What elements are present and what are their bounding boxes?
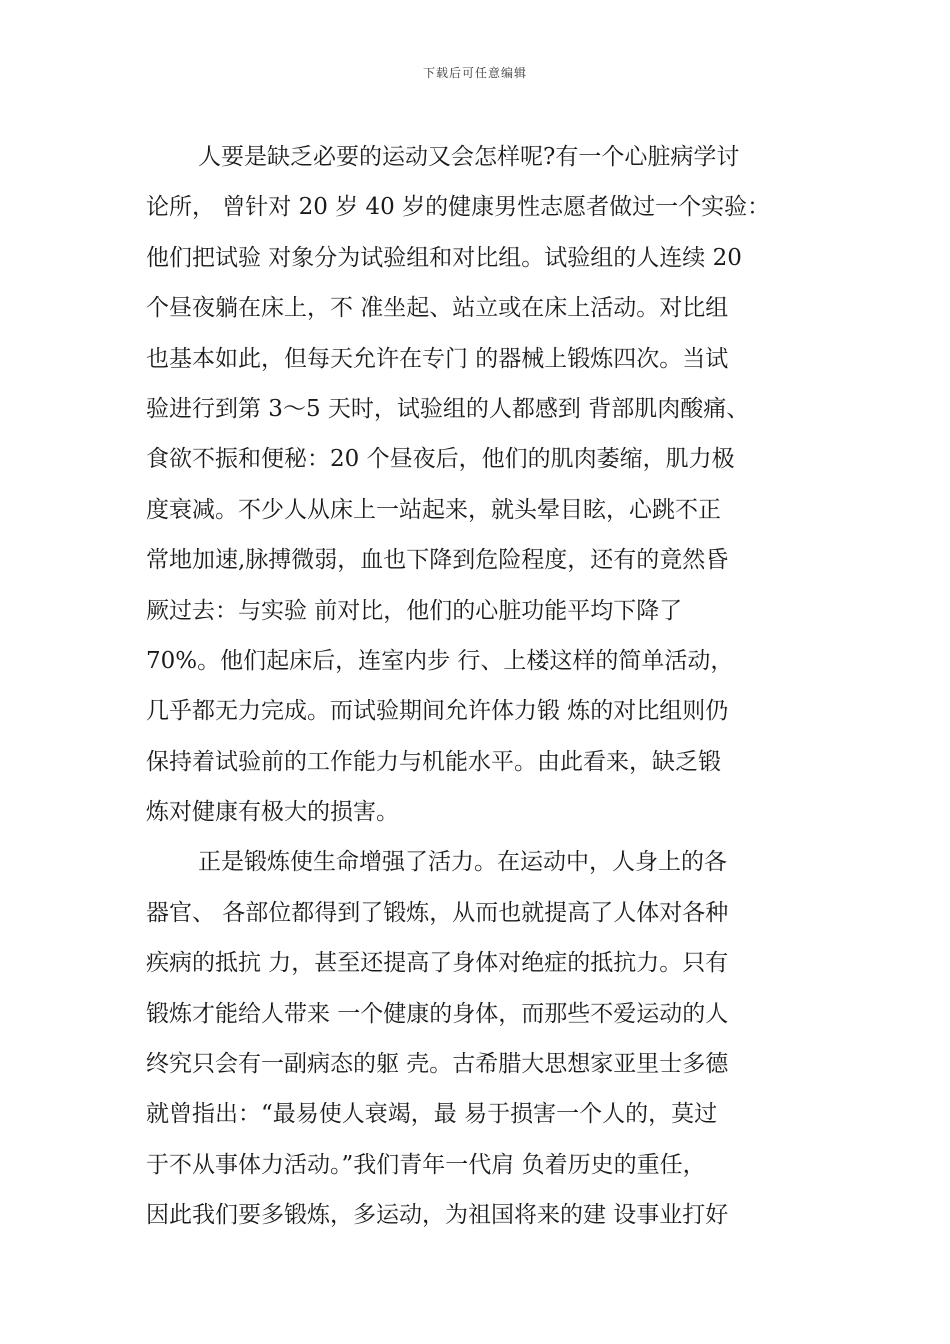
text-line: 他们把试验 对象分为试验组和对比组。试验组的人连续 20 — [146, 244, 742, 271]
paragraph-1 — [146, 132, 818, 837]
text-line: 器官、 各部位都得到了锻炼，从而也就提高了人体对各种 — [146, 899, 729, 926]
text-line: 人要是缺乏必要的运动又会怎样呢?有一个心脏病学讨 — [198, 144, 740, 170]
text-line: 几乎都无力完成。而试验期间允许体力锻 炼的对比组则仍 — [146, 698, 729, 725]
text-line: 食欲不振和便秘：20 个昼夜后，他们的肌肉萎缩，肌力极 — [146, 446, 735, 473]
text-line: 保持着试验前的工作能力与机能水平。由此看来，缺乏锻 — [146, 748, 721, 775]
text-line: 疾病的抵抗 力，甚至还提高了身体对绝症的抵抗力。只有 — [146, 950, 729, 977]
text-line: 因此我们要多锻炼，多运动，为祖国将来的建 设事业打好 — [146, 1202, 729, 1229]
text-line: 炼对健康有极大的损害。 — [146, 799, 399, 826]
text-line: 锻炼才能给人带来 一个健康的身体，而那些不爱运动的人 — [146, 1000, 729, 1027]
article-body — [146, 132, 818, 1241]
text-line: 也基本如此，但每天允许在专门 的器械上锻炼四次。当试 — [146, 345, 729, 372]
page-header: 下载后可任意编辑 — [422, 66, 527, 80]
text-line: 度衰减。不少人从床上一站起来，就头晕目眩，心跳不正 — [146, 496, 721, 523]
text-line: 常地加速,脉搏微弱，血也下降到危险程度，还有的竟然昏 — [146, 547, 729, 574]
text-line: 70%。他们起床后，连室内步 行、上楼这样的简单活动， — [146, 647, 734, 674]
text-line: 正是锻炼使生命增强了活力。在运动中，人身上的各 — [198, 849, 727, 876]
text-line: 论所， 曾针对 20 岁 40 岁的健康男性志愿者做过一个实验： — [146, 194, 771, 221]
text-line: 个昼夜躺在床上，不 准坐起、站立或在床上活动。对比组 — [146, 295, 729, 322]
text-line: 厥过去：与实验 前对比，他们的心脏功能平均下降了 — [146, 597, 683, 624]
text-line: 终究只会有一副病态的躯 壳。古希腊大思想家亚里士多德 — [146, 1051, 729, 1078]
text-line: 就曾指出：“最易使人衰竭，最 易于损害一个人的，莫过 — [146, 1101, 718, 1128]
text-line: 于不从事体力活动。”我们青年一代肩 负着历史的重任， — [146, 1151, 706, 1178]
paragraph-2 — [146, 837, 818, 1240]
text-line: 验进行到第 3～5 天时，试验组的人都感到 背部肌肉酸痛、 — [146, 395, 750, 422]
